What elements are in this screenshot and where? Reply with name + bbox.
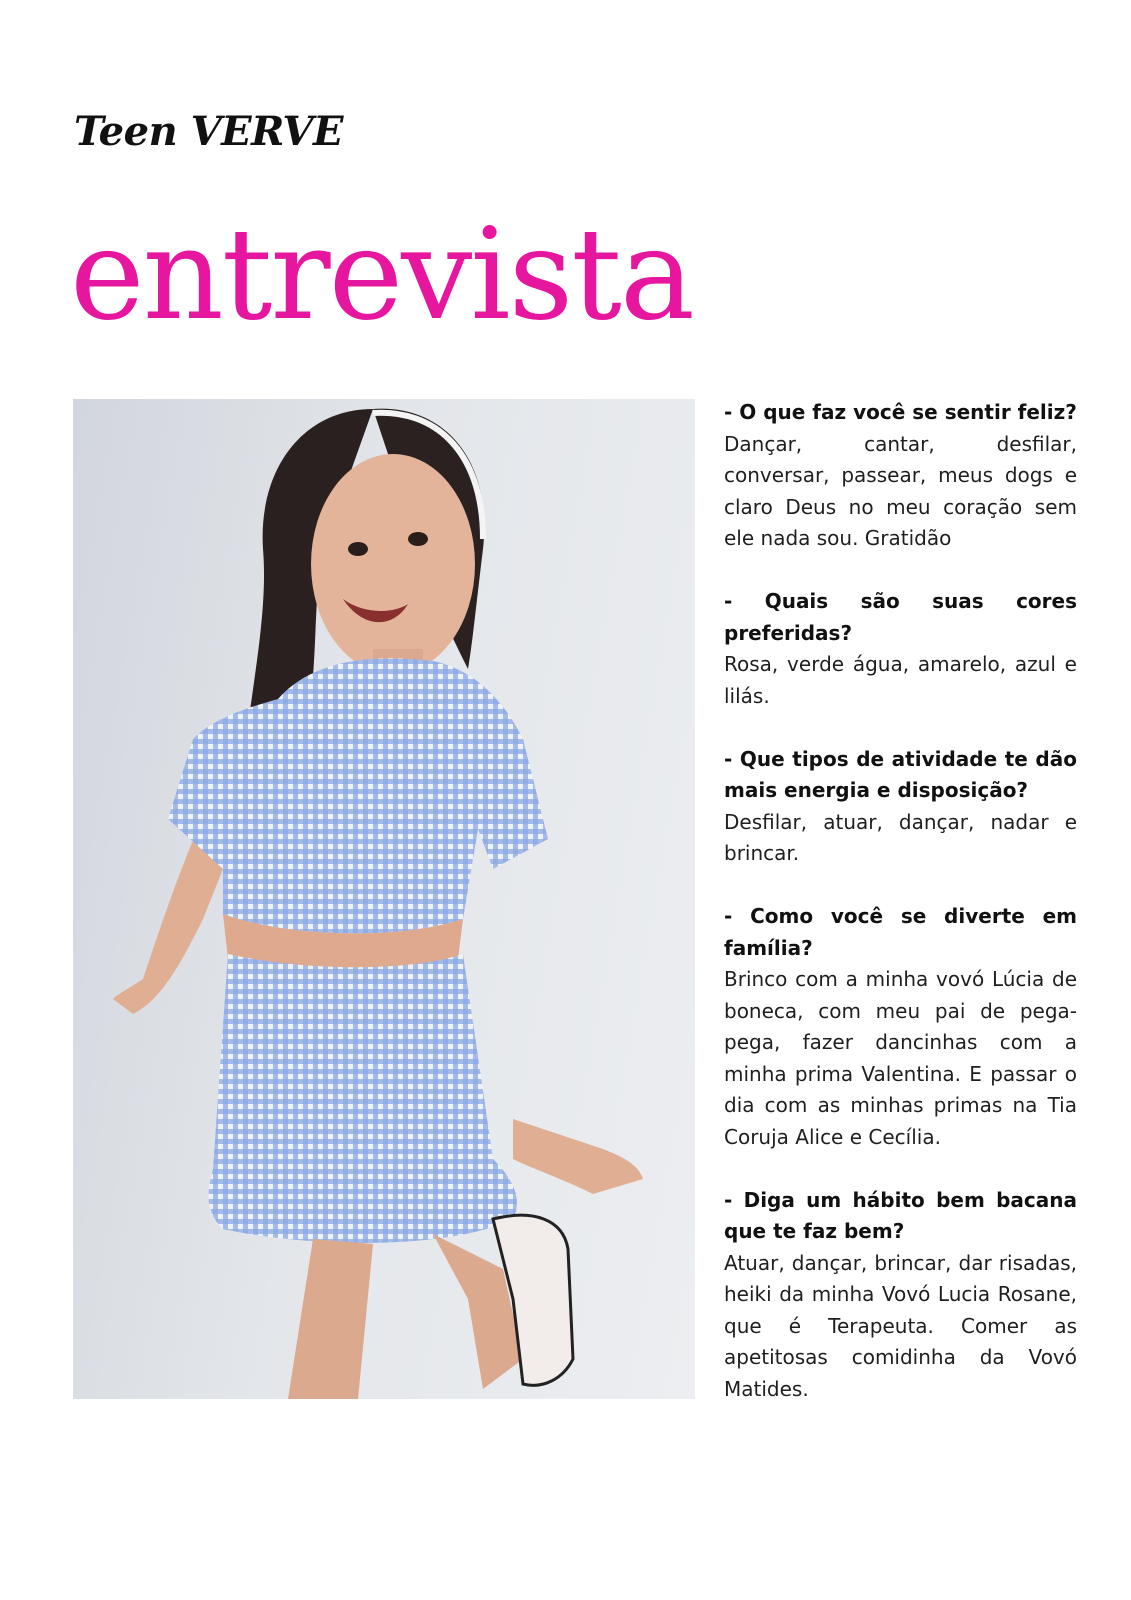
qa-item bbox=[724, 1185, 1077, 1406]
interview-photo bbox=[73, 399, 695, 1399]
qa-item bbox=[724, 901, 1077, 1153]
gingham-skirt bbox=[209, 954, 517, 1243]
face bbox=[311, 454, 475, 674]
question: - O que faz você se sentir feliz? bbox=[724, 400, 1077, 424]
answer: Dançar, cantar, desfilar, conversar, passear, meus dogs e claro Deus no meu coração sem ele nada sou. Gratidão bbox=[724, 431, 1077, 550]
qa-item bbox=[724, 744, 1077, 870]
answer: Atuar, dançar, brincar, dar risadas, heiki da minha Vovó Lucia Rosane, que é Terapeuta. Comer as apetitosas comidinha da Vovó Matides. bbox=[724, 1250, 1077, 1401]
page-title: entrevista bbox=[70, 201, 694, 348]
magazine-name: Teen VERVE bbox=[74, 108, 343, 155]
question: - Como você se diverte em família? bbox=[724, 904, 1077, 960]
qa-item bbox=[724, 586, 1077, 712]
interview-column bbox=[724, 397, 1077, 1437]
question: - Diga um hábito bem bacana que te faz bem? bbox=[724, 1187, 1077, 1243]
answer: Desfilar, atuar, dançar, nadar e brincar. bbox=[724, 809, 1077, 865]
qa-item bbox=[724, 397, 1077, 555]
gingham-top bbox=[168, 658, 548, 933]
question: - Que tipos de atividade te dão mais energia e disposição? bbox=[724, 746, 1077, 802]
answer: Brinco com a minha vovó Lúcia de boneca, com meu pai de pega-pega, fazer dancinhas com a minha prima Valentina. E passar o dia com as minhas primas na Tia Coruja Alice e Cecília. bbox=[724, 967, 1077, 1149]
answer: Rosa, verde água, amarelo, azul e lilás. bbox=[724, 652, 1077, 708]
question: - Quais são suas cores preferidas? bbox=[724, 589, 1077, 645]
